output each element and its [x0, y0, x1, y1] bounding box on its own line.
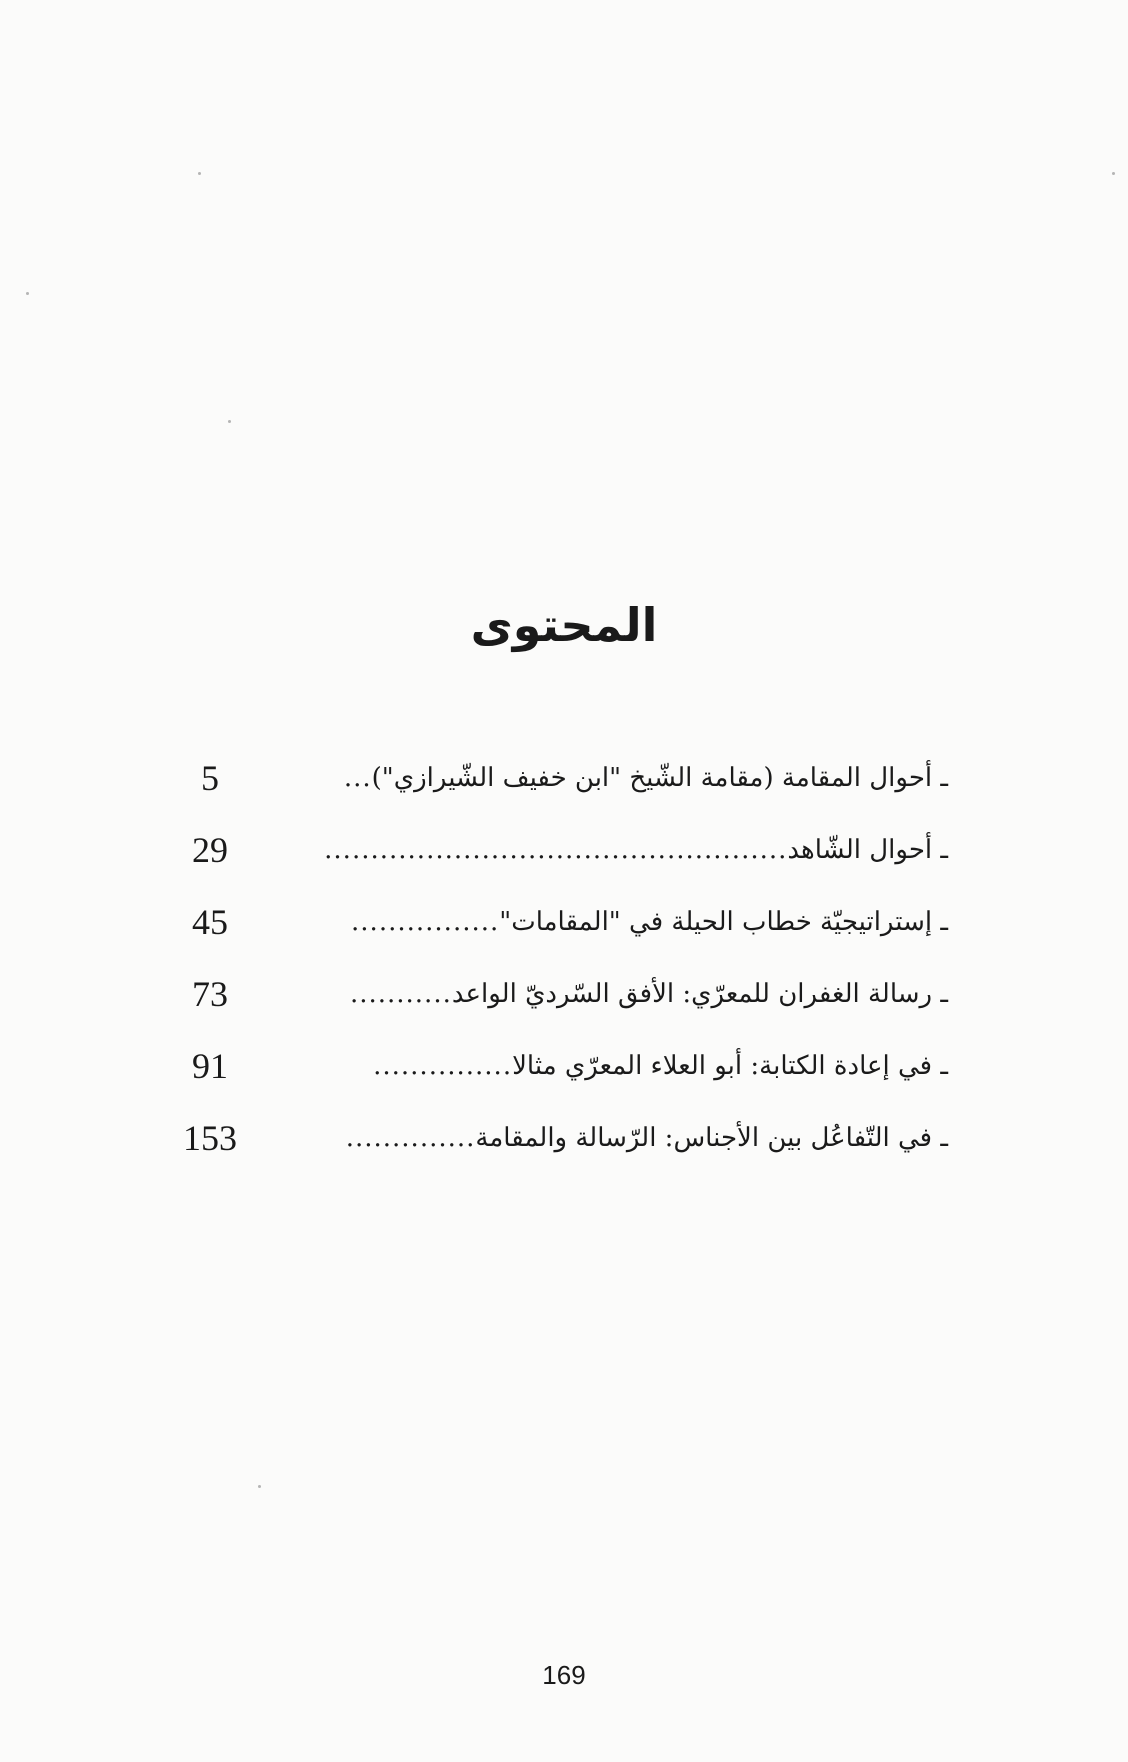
dot-leader: ...............	[373, 1051, 513, 1081]
toc-entry-title: ـ في التّفاعُل بين الأجناس: الرّسالة والمقامة	[475, 1123, 948, 1153]
toc-entry	[0, 892, 1128, 964]
toc-entry-title: ـ إستراتيجيّة خطاب الحيلة في "المقامات"	[499, 907, 948, 937]
dot-leader: ...........	[349, 979, 452, 1009]
paper-speck	[26, 292, 29, 295]
dot-leader: ...	[343, 763, 372, 793]
toc-page-number: 91	[192, 1046, 228, 1086]
toc-page-number: 45	[192, 902, 228, 942]
toc-entry-title: ـ أحوال الشّاهد	[787, 835, 948, 865]
toc-entry	[0, 820, 1128, 892]
toc-entry-text	[373, 1036, 948, 1096]
toc-entry	[0, 748, 1128, 820]
toc-entry	[0, 964, 1128, 1036]
toc-page-number: 29	[192, 830, 228, 870]
toc-entry	[0, 1108, 1128, 1180]
toc-entry-title: ـ رسالة الغفران للمعرّي: الأفق السّرديّ الواعد	[451, 979, 948, 1009]
page-title: المحتوى	[470, 598, 658, 652]
toc-entry	[0, 1036, 1128, 1108]
toc-entry-text	[351, 892, 948, 952]
toc-page-number: 5	[201, 758, 219, 798]
toc-page-number: 153	[183, 1118, 237, 1158]
toc-entry-text	[350, 964, 948, 1024]
dot-leader: ..................................................	[324, 835, 788, 865]
paper-speck	[1112, 172, 1115, 175]
paper-speck	[258, 1485, 261, 1488]
paper-speck	[198, 172, 201, 175]
toc-page-number: 73	[192, 974, 228, 1014]
toc-entry-text	[324, 820, 948, 880]
page-number: 169	[542, 1660, 586, 1690]
dot-leader: ................	[351, 907, 500, 937]
dot-leader: ..............	[345, 1123, 476, 1153]
paper-speck	[228, 420, 231, 423]
toc-entry-title: ـ في إعادة الكتابة: أبو العلاء المعرّي مثالا	[512, 1051, 948, 1081]
toc-entry-title: ـ أحوال المقامة (مقامة الشّيخ "ابن خفيف الشّيرازي")	[371, 763, 948, 793]
toc-entry-text	[344, 748, 948, 808]
table-of-contents	[0, 748, 1128, 1188]
toc-entry-text	[346, 1108, 948, 1168]
